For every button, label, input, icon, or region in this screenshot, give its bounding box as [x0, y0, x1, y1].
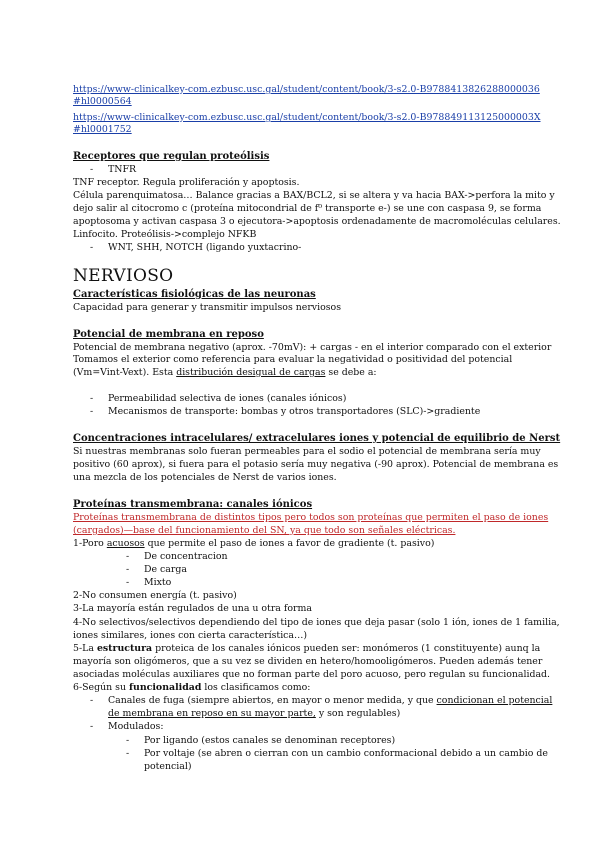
conc-text-3: una mezcla de los potenciales de Nerst de varios iones.: [73, 472, 337, 483]
bullet-wnt-text: WNT, SHH, NOTCH (ligando yuxtacrino-: [108, 242, 302, 253]
sub-bullet-carga: - De carga: [126, 564, 187, 575]
celula-text-3: apoptosoma y activan caspasa 3 o ejecutora->apoptosis ordenadamente de macromoléculas celulares.: [73, 216, 561, 227]
caracteristicas-text: Capacidad para generar y transmitir impulsos nerviosos: [73, 302, 342, 313]
sub-bullet-mixto: - Mixto: [126, 577, 172, 588]
sub-bullet-ligando: - Por ligando (estos canales se denominan receptores): [126, 735, 396, 746]
bullet-fuga-2a: de membrana en reposo en su mayor parte,: [108, 708, 316, 719]
linfocito-text: Linfocito. Proteólisis->complejo NFKB: [73, 229, 257, 240]
potencial-text-3: [73, 367, 377, 379]
item-1-acuosos: acuosos: [106, 538, 145, 549]
receptores-heading: Receptores que regulan proteólisis: [73, 151, 270, 162]
bullet-modulados-text: Modulados:: [108, 721, 164, 732]
distribucion-desigual: distribución desigual de cargas: [176, 367, 326, 378]
red-note-1: Proteínas transmembrana de distintos tipos pero todos son proteínas que permiten el paso de iones: [73, 512, 549, 523]
sub-bullet-voltaje: - Por voltaje (se abren o cierran con un cambio conformacional debido a un cambio de: [126, 748, 548, 759]
bullet-fuga-cont: [108, 708, 400, 720]
potencial-heading: Potencial de membrana en reposo: [73, 329, 264, 340]
item-6-funcionalidad: funcionalidad: [129, 682, 202, 693]
celula-text-2: dejo salir al citocromo c (proteína mitocondrial de f⁰ transporte e-) se une con caspasa 9, se forma: [73, 203, 542, 214]
bullet-transporte: - Mecanismos de transporte: bombas y otros transportadores (SLC)->gradiente: [90, 406, 481, 417]
bullet-fuga-1a: Canales de fuga (siempre abiertos, en mayor o menor medida, y que: [108, 695, 437, 706]
bullet-tnfr-text: TNFR: [108, 164, 137, 175]
item-6: [73, 682, 310, 694]
item-1a: 1-Poro: [73, 538, 107, 549]
sub-bullet-voltaje-cont: potencial): [144, 761, 192, 772]
item-3: 3-La mayoría están regulados de una u otra forma: [73, 603, 312, 614]
item-5e: asociadas moléculas auxiliares que no forman parte del poro acuoso, pero regulan su funcionalidad.: [73, 669, 551, 680]
item-4b: iones similares, iones con cierta característica…): [73, 630, 308, 641]
item-5-estructura: estructura: [96, 643, 153, 654]
red-note-2: (cargados)—base del funcionamiento del SN, ya que todo son señales eléctricas.: [73, 525, 456, 536]
sub-bullet-mixto-text: Mixto: [144, 577, 172, 588]
potencial-text-1: Potencial de membrana negativo (aprox. -70mV): + cargas - en el interior comparado con el exterior: [73, 342, 552, 353]
sub-bullet-voltaje-text: Por voltaje (se abren o cierran con un cambio conformacional debido a un cambio de: [144, 748, 548, 759]
bullet-fuga-1b: condicionan el potencial: [436, 695, 553, 706]
concentraciones-heading: Concentraciones intracelulares/ extracelulares iones y potencial de equilibrio de Nerst: [73, 433, 561, 444]
item-5: [73, 643, 540, 655]
bullet-wnt: - WNT, SHH, NOTCH (ligando yuxtacrino-: [90, 242, 302, 253]
item-5a: 5-La: [73, 643, 97, 654]
item-5d: mayoría son oligómeros, que a su vez se dividen en hetero/homooligómeros. Pueden además tener: [73, 656, 543, 667]
sub-bullet-concentracion: - De concentracion: [126, 551, 228, 562]
item-5c: proteica de los canales iónicos pueden ser: monómeros (1 constituyente) aunq la: [152, 643, 541, 654]
bullet-permeabilidad: - Permeabilidad selectiva de iones (canales iónicos): [90, 393, 347, 404]
conc-text-2: positivo (60 aprox), si fuera para el potasio sería muy negativa (-90 aprox). Potencial de membrana es: [73, 459, 559, 470]
bullet-transporte-text: Mecanismos de transporte: bombas y otros transportadores (SLC)->gradiente: [108, 406, 481, 417]
nervioso-title: NERVIOSO: [73, 266, 174, 286]
bullet-tnfr: - TNFR: [90, 164, 137, 175]
item-6a: 6-Según su: [73, 682, 129, 693]
potencial-text-3c: se debe a:: [325, 367, 377, 378]
sub-bullet-ligando-text: Por ligando (estos canales se denominan receptores): [144, 735, 396, 746]
item-2: 2-No consumen energía (t. pasivo): [73, 590, 237, 601]
potencial-text-2: Tomamos el exterior como referencia para evaluar la negatividad o positividad del potencial: [73, 354, 513, 365]
item-1: [73, 538, 434, 550]
conc-text-1: Si nuestras membranas solo fueran permeables para el sodio el potencial de membrana sería muy: [73, 446, 541, 457]
clinicalkey-link-2[interactable]: https://www-clinicalkey-com.ezbusc.usc.gal/student/content/book/3-s2.0-B978849113125000003X: [73, 112, 541, 123]
celula-text-1: Célula parenquimatosa… Balance gracias a BAX/BCL2, si se altera y va hacia BAX->perfora la mito y: [73, 190, 555, 201]
potencial-text-3a: (Vm=Vint-Vext). Esta: [73, 367, 177, 378]
sub-bullet-concentracion-text: De concentracion: [144, 551, 228, 562]
bullet-permeabilidad-text: Permeabilidad selectiva de iones (canales iónicos): [108, 393, 347, 404]
clinicalkey-link-1-anchor[interactable]: #hl0000564: [73, 96, 132, 107]
bullet-modulados: - Modulados:: [90, 721, 164, 732]
tnf-receptor-text: TNF receptor. Regula proliferación y apoptosis.: [73, 177, 300, 188]
sub-bullet-carga-text: De carga: [144, 564, 187, 575]
item-4a: 4-No selectivos/selectivos dependiendo del tipo de iones que deja pasar (solo 1 ión, iones de 1 familia,: [73, 617, 560, 628]
clinicalkey-link-2-anchor[interactable]: #hl0001752: [73, 124, 132, 135]
item-6c: los clasificamos como:: [201, 682, 311, 693]
bullet-fuga: - Canales de fuga (siempre abiertos, en mayor o menor medida, y que condicionan el potencial: [90, 695, 553, 706]
caracteristicas-heading: Características fisiológicas de las neuronas: [73, 289, 316, 300]
clinicalkey-link-1[interactable]: https://www-clinicalkey-com.ezbusc.usc.gal/student/content/book/3-s2.0-B9788413826288000036: [73, 84, 540, 95]
item-1c: que permite el paso de iones a favor de gradiente (t. pasivo): [144, 538, 435, 549]
proteinas-heading: Proteínas transmembrana: canales iónicos: [73, 499, 313, 510]
bullet-fuga-2b: y son regulables): [315, 708, 401, 719]
